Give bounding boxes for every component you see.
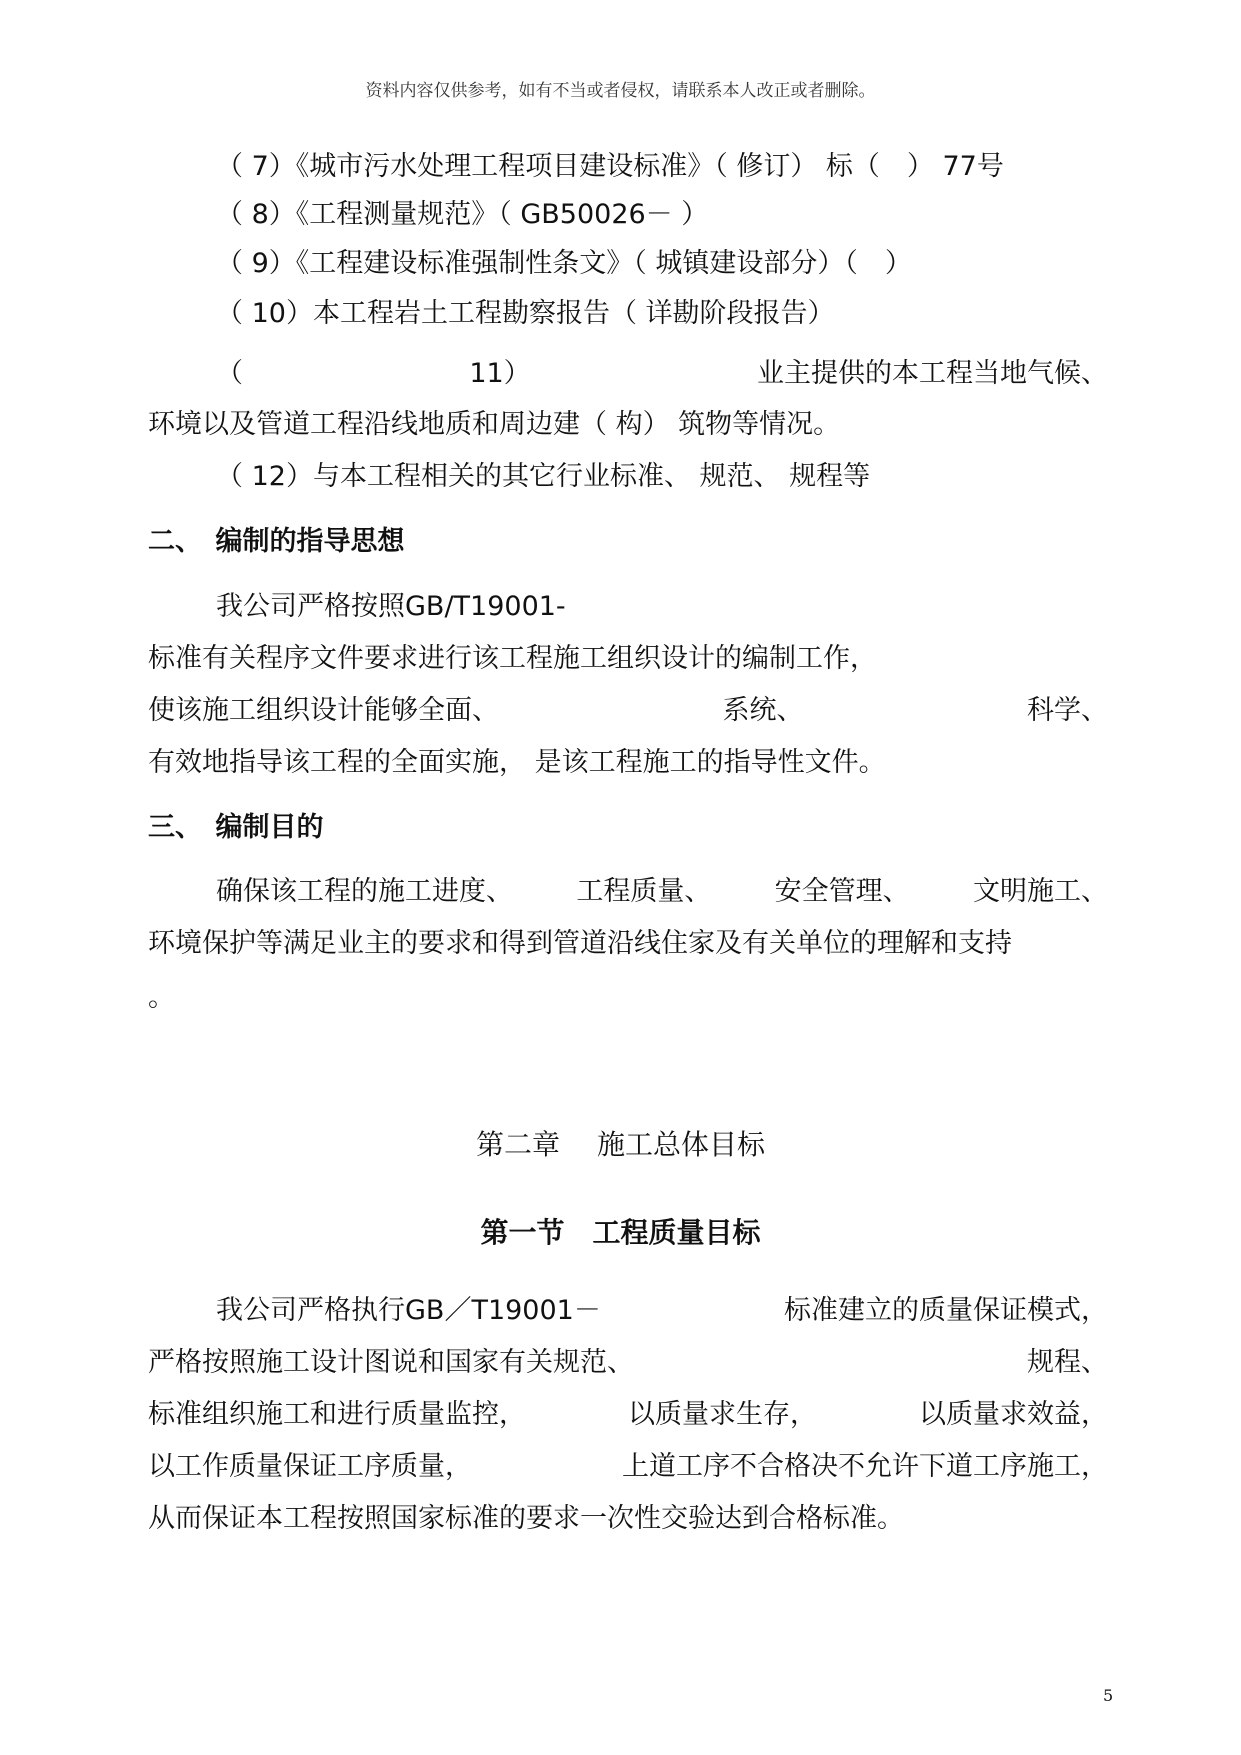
sec2-para-line1: 我公司严格按照GB/T19001- xyxy=(216,591,566,622)
quality-para-line2 xyxy=(148,1346,1108,1380)
chapter-title: 第二章 施工总体目标 xyxy=(476,1128,765,1161)
quality-para-line4 xyxy=(148,1450,1108,1484)
sec3-para-line1 xyxy=(216,875,1108,909)
section-heading-guiding-idea: 二、 编制的指导思想 xyxy=(148,526,405,557)
quality-para-line5: 从而保证本工程按照国家标准的要求一次性交验达到合格标准。 xyxy=(148,1503,904,1534)
quality-l2-a: 严格按照施工设计图说和国家有关规范、 xyxy=(148,1347,634,1378)
sec3-para-line2: 环境保护等满足业主的要求和得到管道沿线住家及有关单位的理解和支持 xyxy=(148,928,1012,959)
sec2-word-scientific: 科学、 xyxy=(1027,695,1108,726)
section-heading-purpose: 三、 编制目的 xyxy=(148,812,324,843)
quality-l1-b: 标准建立的质量保证模式， xyxy=(784,1295,1108,1326)
sec2-para-line3 xyxy=(148,694,1108,728)
ref11-open-paren: （ xyxy=(216,358,243,389)
quality-l3-a: 标准组织施工和进行质量监控， xyxy=(148,1399,526,1430)
sec2-word-systematic: 系统、 xyxy=(722,695,804,726)
reference-item-12: （ 12）与本工程相关的其它行业标准、 规范、 规程等 xyxy=(216,461,871,492)
quality-para-line1 xyxy=(216,1294,1108,1328)
quality-l3-c: 以质量求效益， xyxy=(919,1399,1108,1430)
quality-l3-b: 以质量求生存， xyxy=(628,1399,817,1430)
quality-l4-a: 以工作质量保证工序质量， xyxy=(148,1451,472,1482)
reference-item-11 xyxy=(216,357,1108,391)
reference-item-7: （ 7）《城市污水处理工程项目建设标准》（ 修订） 标（ ） 77号 xyxy=(216,151,1004,182)
reference-item-10: （ 10）本工程岩土工程勘察报告（ 详勘阶段报告） xyxy=(216,298,835,329)
sec2-word-comprehensive: 使该施工组织设计能够全面、 xyxy=(148,695,499,726)
section-title: 第一节 工程质量目标 xyxy=(480,1216,761,1249)
sec3-item-civilized: 文明施工、 xyxy=(972,876,1108,907)
sec3-para-line3: 。 xyxy=(148,982,175,1013)
ref11-number: 11） xyxy=(469,358,531,389)
sec2-para-line4: 有效地指导该工程的全面实施， 是该工程施工的指导性文件。 xyxy=(148,747,886,778)
page-number: 5 xyxy=(1103,1686,1114,1705)
reference-item-9: （ 9）《工程建设标准强制性条文》（ 城镇建设部分）（ ） xyxy=(216,248,912,279)
reference-item-11-cont: 环境以及管道工程沿线地质和周边建（ 构） 筑物等情况。 xyxy=(148,409,841,440)
reference-item-8: （ 8）《工程测量规范》（ GB50026－ ） xyxy=(216,199,709,230)
quality-l1-a: 我公司严格执行GB／T19001－ xyxy=(216,1295,601,1326)
quality-para-line3 xyxy=(148,1398,1108,1432)
quality-l2-b: 规程、 xyxy=(1027,1347,1108,1378)
ref11-text: 业主提供的本工程当地气候、 xyxy=(756,358,1108,389)
sec3-item-safety: 安全管理、 xyxy=(774,876,910,907)
sec3-item-progress: 确保该工程的施工进度、 xyxy=(216,876,513,907)
sec3-item-quality: 工程质量、 xyxy=(576,876,712,907)
quality-l4-b: 上道工序不合格决不允许下道工序施工， xyxy=(622,1451,1108,1482)
page-header-disclaimer: 资料内容仅供参考，如有不当或者侵权，请联系本人改正或者删除。 xyxy=(365,81,876,101)
sec2-para-line2: 标准有关程序文件要求进行该工程施工组织设计的编制工作， xyxy=(148,643,877,674)
